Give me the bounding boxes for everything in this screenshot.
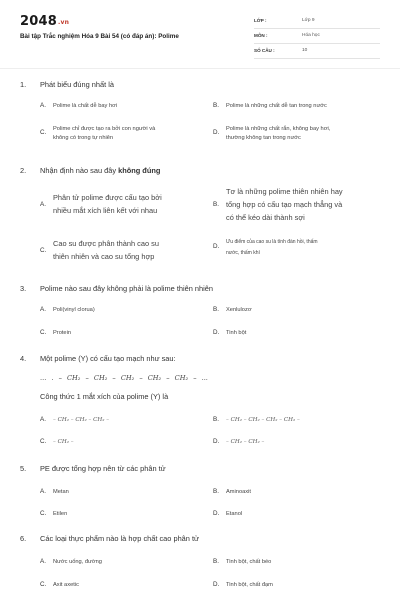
question-4 bbox=[20, 354, 385, 454]
option-letter: A. bbox=[40, 558, 46, 565]
option-letter: B. bbox=[213, 416, 219, 423]
question-text-prefix: Nhận định nào sau đây bbox=[40, 166, 119, 175]
logo-text: 2048 bbox=[20, 14, 57, 29]
question-text-emphasis: không đúng bbox=[118, 166, 161, 175]
question-number: 3. bbox=[20, 284, 27, 293]
site-logo[interactable] bbox=[20, 14, 69, 29]
logo-suffix: .vn bbox=[57, 19, 70, 26]
option-text-line: Polime chỉ được tạo ra bởi con người và bbox=[53, 126, 156, 132]
question-1 bbox=[20, 80, 385, 152]
option-letter: A. bbox=[40, 488, 46, 495]
option-text-line: thường không tan trong nước bbox=[226, 135, 301, 141]
option-text: Polime là những chất dễ tan trong nước bbox=[226, 103, 327, 109]
question-5 bbox=[20, 464, 385, 520]
option-letter: B. bbox=[213, 201, 219, 208]
option-text-line: Tơ là những polime thiên nhiên hay bbox=[226, 187, 343, 196]
option-formula: – CH₂ – bbox=[53, 439, 74, 445]
option-letter: C. bbox=[40, 247, 47, 254]
option-text-line: Polime là những chất rắn, không bay hơi, bbox=[226, 126, 331, 132]
meta-row-count bbox=[254, 44, 380, 59]
question-text: PE được tổng hợp nên từ các phân tử bbox=[40, 464, 166, 473]
option-text-line: Ưu điểm của cao su là tính đàn hồi, thấm bbox=[226, 239, 318, 245]
option-letter: C. bbox=[40, 581, 47, 588]
question-2 bbox=[20, 166, 385, 276]
question-3 bbox=[20, 284, 385, 340]
option-text: Etilen bbox=[53, 511, 68, 517]
option-letter: C. bbox=[40, 329, 47, 336]
option-letter: B. bbox=[213, 558, 219, 565]
option-letter: D. bbox=[213, 243, 220, 250]
question-subtext: Công thức 1 mắt xích của polime (Y) là bbox=[40, 392, 169, 401]
question-text: Một polime (Y) có cấu tạo mạch như sau: bbox=[40, 354, 176, 363]
option-formula: – CH₂ – CH₂ – CH₂ – CH₂ – bbox=[226, 417, 300, 423]
option-letter: D. bbox=[213, 581, 220, 588]
option-letter: B. bbox=[213, 102, 219, 109]
option-text-line: Phân tử polime được cấu tạo bởi bbox=[53, 193, 162, 202]
option-text: Metan bbox=[53, 489, 69, 495]
option-text: Etanol bbox=[226, 511, 243, 517]
option-letter: A. bbox=[40, 201, 46, 208]
option-letter: D. bbox=[213, 129, 220, 136]
meta-label: LỚP : bbox=[254, 18, 267, 23]
option-letter: A. bbox=[40, 306, 46, 313]
meta-value: 10 bbox=[302, 48, 308, 53]
meta-value: Hóa học bbox=[302, 33, 320, 38]
option-text-line: không có trong tự nhiên bbox=[53, 135, 114, 141]
option-letter: D. bbox=[213, 510, 220, 517]
meta-label: MÔN : bbox=[254, 33, 268, 38]
question-number: 4. bbox=[20, 354, 27, 363]
option-letter: C. bbox=[40, 510, 47, 517]
option-letter: A. bbox=[40, 416, 46, 423]
option-text-line: nhiều mắt xích liên kết với nhau bbox=[53, 206, 158, 215]
option-text-line: thiên nhiên và cao su tổng hợp bbox=[53, 252, 155, 261]
option-text: Tinh bột, chất béo bbox=[226, 559, 272, 565]
question-number: 5. bbox=[20, 464, 27, 473]
question-text bbox=[40, 166, 160, 175]
option-text: Polime là chất dễ bay hơi bbox=[53, 103, 118, 109]
option-letter: A. bbox=[40, 102, 46, 109]
option-text: Aminoaxit bbox=[226, 489, 251, 495]
option-formula: – CH₂ – CH₂ – CH₂ – bbox=[53, 417, 110, 423]
question-text: Các loại thực phẩm nào là hợp chất cao phân tử bbox=[40, 534, 199, 543]
option-text-line: có thể kéo dài thành sợi bbox=[226, 213, 305, 222]
option-text: Poli(vinyl clorua) bbox=[53, 307, 95, 313]
question-number: 1. bbox=[20, 80, 27, 89]
meta-row-subject bbox=[254, 29, 380, 44]
meta-label: SỐ CÂU : bbox=[254, 48, 275, 53]
option-text: Xenlulozơ bbox=[226, 307, 252, 313]
question-text: Polime nào sau đây không phải là polime thiên nhiên bbox=[40, 284, 213, 293]
option-letter: B. bbox=[213, 306, 219, 313]
option-formula: – CH₂ – CH₂ – bbox=[226, 439, 265, 445]
option-text: Tinh bột bbox=[226, 330, 247, 336]
question-number: 2. bbox=[20, 166, 27, 175]
question-6 bbox=[20, 534, 385, 594]
option-text-line: nước, thấm khí bbox=[226, 250, 260, 256]
option-text-line: tổng hợp có cấu tạo mạch thẳng và bbox=[226, 200, 343, 209]
meta-info bbox=[254, 14, 380, 59]
question-text: Phát biểu đúng nhất là bbox=[40, 80, 114, 89]
option-letter: C. bbox=[40, 438, 47, 445]
option-text-line: Cao su được phân thành cao su bbox=[53, 239, 159, 248]
document-title: Bài tập Trắc nghiệm Hóa 9 Bài 54 (có đáp án): Polime bbox=[20, 33, 179, 40]
option-text: Tinh bột, chất đạm bbox=[226, 582, 273, 588]
meta-row-class bbox=[254, 14, 380, 29]
option-letter: C. bbox=[40, 129, 47, 136]
polymer-chain-formula: ... . – CH₂ – CH₂ – CH₂ – CH₂ – CH₂ – ... bbox=[40, 374, 208, 382]
meta-value: Lớp 9 bbox=[302, 18, 315, 23]
page-header bbox=[20, 14, 380, 60]
header-divider bbox=[0, 68, 400, 69]
option-letter: D. bbox=[213, 438, 220, 445]
option-text: Protein bbox=[53, 330, 72, 336]
option-letter: B. bbox=[213, 488, 219, 495]
option-text: Nước uống, đường bbox=[53, 559, 102, 565]
option-text: Axit axetic bbox=[53, 582, 79, 588]
option-letter: D. bbox=[213, 329, 220, 336]
question-number: 6. bbox=[20, 534, 27, 543]
